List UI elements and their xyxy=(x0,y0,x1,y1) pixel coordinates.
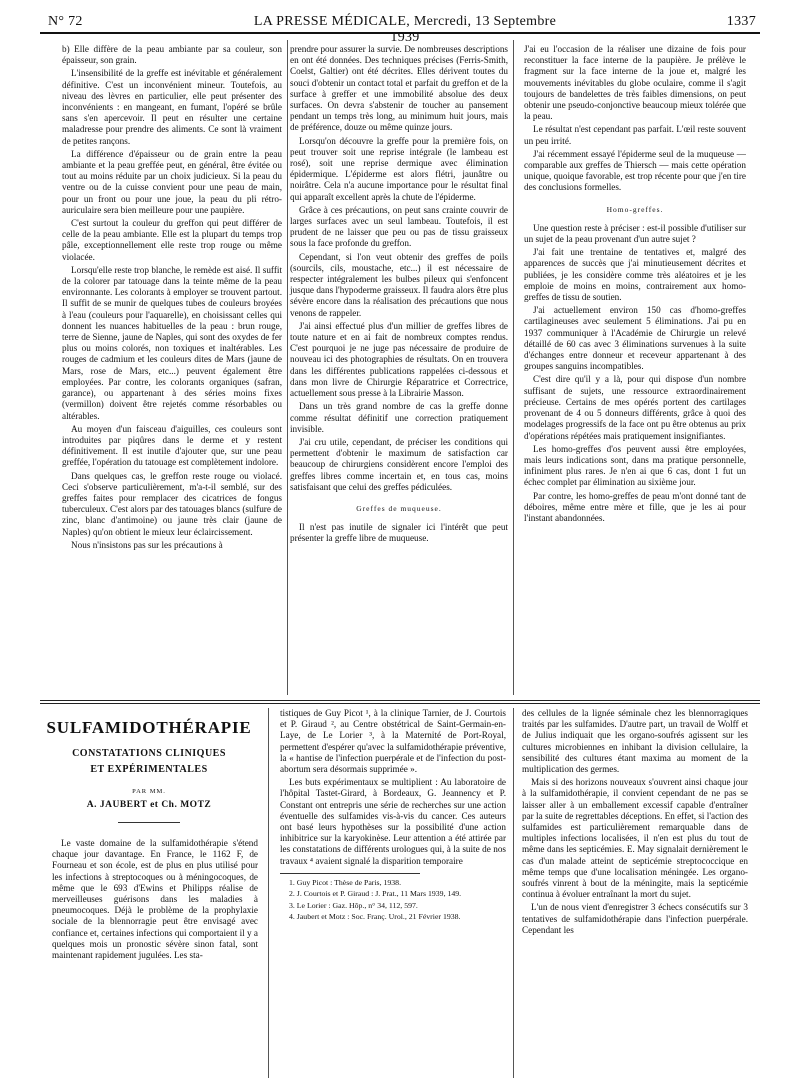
article-column-1 xyxy=(52,838,258,963)
paragraph: J'ai actuellement environ 150 cas d'homo-greffes cartilagineuses avec seulement 5 éliminations. J'ai pu en 1937 communiquer à l'Académie de Chirurgie un relevé détaillé de 60 cas avec 3 éliminations survenues à la suite d'échanges entre donneur et receveur appartenant à des groupes sanguins incompatibles. xyxy=(524,305,746,372)
top-column-2 xyxy=(290,44,508,547)
paragraph: Le vaste domaine de la sulfamidothérapie s'étend chaque jour davantage. En France, le 1162 F, de Fourneau et son école, est de plus en plus utilisé pour les infections à streptocoques ou à méningocoques, de même que le 693 d'Ewins et Philipps réalise de merveilleuses guérisons dans les maladies à pneumocoques. Déjà le problème de la prophylaxie sociale de la blennorragie peut être envisagé avec confiance et, certaines infections qui comportaient il y a quelques mois un pronostic sévère sinon fatal, sont maintenant rapidement jugulées. Les sta- xyxy=(52,838,258,961)
paragraph: Une question reste à préciser : est-il possible d'utiliser sur un sujet de la peau provenant d'un autre sujet ? xyxy=(524,222,746,245)
paragraph: C'est dire qu'il y a là, pour qui dispose d'un nombre suffisant de sujets, une ressource extraordinairement précieuse. Certains de mes opérés portent des cartilages provenant de 4 ou 5 donneurs différents, grâce à quoi des modelages progressifs de la face ont pu être obtenus au prix d'opérations répétées mais pratiquement insignifiantes. xyxy=(524,374,746,441)
column-divider xyxy=(287,40,288,695)
paragraph: J'ai fait une trentaine de tentatives et, malgré des apparences de succès que j'ai minutieusement décrites et publiées, je les considère comme très aléatoires et je les emploie de moins en moins, contrairement aux homo-greffes de tissu de soutien. xyxy=(524,247,746,303)
article-subtitle: CONSTATATIONS CLINIQUES xyxy=(72,748,226,759)
byline-prefix: PAR MM. xyxy=(132,788,166,795)
paragraph: tistiques de Guy Picot ¹, à la clinique Tarnier, de J. Courtois et P. Giraud ², au Centre obstétrical de Saint-Germain-en-Laye, de Le Lorier ³, à la Maternité de Port-Royal, permettent d'espérer qu'avec la sulfamidothérapie préventive, la « hantise de l'infection puerpérale et de l'infection du post-abortum sera désormais supprimée ». xyxy=(280,708,506,775)
paragraph: Cependant, si l'on veut obtenir des greffes de poils (sourcils, cils, moustache, etc...) il est nécessaire de respecter intégralement les bulbes pileux qui s'enfoncent jusque dans l'hypoderme graisseux. Il faudra alors être plus sévère encore dans la réalisation des précautions que nous venons de rappeler. xyxy=(290,251,508,318)
paragraph: J'ai cru utile, cependant, de préciser les conditions qui permettent d'obtenir le maximum de satisfaction car beaucoup de chirurgiens considèrent encore l'emploi des greffes libres comme incertain et, en tous cas, moins satisfaisant que celui des greffes pédiculées. xyxy=(290,436,508,492)
paragraph: Les buts expérimentaux se multiplient : Au laboratoire de l'hôpital Tastet-Girard, à Bordeaux, G. Jeannency et P. Constant ont entrepris une série de recherches sur une action éventuelle des sulfamides vis-à-vis du cancer. Ces auteurs ont basé leurs hypothèses sur la possibilité d'une action inhibitrice sur la karyokinèse. Leur attention a été attirée par les constatations de différents urologues qui, à la suite de nos travaux ⁴ avaient signalé la disparition temporaire xyxy=(280,777,506,866)
footnote: 3. Le Lorier : Gaz. Hôp., n° 34, 112, 597. xyxy=(289,900,418,910)
article-column-2 xyxy=(280,708,506,924)
article-subtitle: ET EXPÉRIMENTALES xyxy=(90,764,208,775)
top-column-3 xyxy=(524,44,746,526)
footnote: 1. Guy Picot : Thèse de Paris, 1938. xyxy=(289,877,402,887)
paragraph: J'ai récemment essayé l'épiderme seul de la muqueuse — comparable aux greffes de Thiersch — mais cette opération unique, quoique favorable, est trop récente pour que j'en tire des conclusions formelles. xyxy=(524,148,746,193)
paragraph: J'ai ainsi effectué plus d'un millier de greffes libres de toute nature et en ai fait de nombreux comptes rendus. C'est pourquoi je ne juge pas nécessaire de produire de nouveau ici des photographies de résultats. On en trouvera dans les différentes publications rappelées ci-dessous et dans mon livre de Chirurgie Réparatrice et Correctrice, actuellement sous presse à la Librairie Masson. xyxy=(290,320,508,399)
page-number: 1337 xyxy=(726,14,756,29)
paragraph: Il n'est pas inutile de signaler ici l'intérêt que peut présenter la greffe libre de muqueuse. xyxy=(290,522,508,544)
paragraph: Grâce à ces précautions, on peut sans crainte couvrir de larges surfaces avec un seul lambeau. Toutefois, il est prudent de ne laisser que peu ou pas de tissu graisseux sous la face profonde du greffon. xyxy=(290,204,508,249)
page-header xyxy=(40,6,760,45)
footnote: 2. J. Courtois et P. Giraud : J. Prat., 11 Mars 1939, 149. xyxy=(289,889,462,899)
column-divider xyxy=(513,708,514,1078)
section-heading: Homo-greffes. xyxy=(606,204,664,214)
article-title: SULFAMIDOTHÉRAPIE xyxy=(46,718,252,737)
paragraph: Les homo-greffes d'os peuvent aussi être employées, mais leurs indications sont, dans ma pratique personnelle, infiniment plus rares. Je n'en ai que 6 cas, dont 1 fut un échec complet par élimination au sixième jour. xyxy=(524,443,746,488)
column-divider xyxy=(268,708,269,1078)
paragraph: J'ai eu l'occasion de la réaliser une dizaine de fois pour reconstituer la face interne de la paupière. Je prélève le fragment sur la face interne de la joue et, malgré les mouvements inévitables du globe oculaire, comme il s'agit toujours de bandelettes de très faibles dimensions, on peut obtenir une pseudo-conjonctive beaucoup mieux tolérée que la peau. xyxy=(524,44,746,122)
article-authors: A. JAUBERT et Ch. MOTZ xyxy=(86,800,212,810)
section-separator xyxy=(40,700,760,704)
paragraph: Lorsqu'elle reste trop blanche, le remède est aisé. Il suffit de la colorer par tatouage dans la teinte même de la peau environnante. Les colorants à employer se trouvent partout. Il suffit de se munir de quelques tubes de couleurs broyées à l'eau (couleurs pour l'aquarelle), en choisissant celles qui donnent les nuances habituelles de la peau : brun rouge, terre de Sienne, jaune de Naples, qui sont des oxydes de fer plus ou moins colorés, non toxiques et inaltérables. Les rouges de cadmium et les couleurs dites de Mars (jaune de Mars, rose de Mars, etc...) peuvent également être employées. Par contre, les colorants organiques (safran, garance), ou appartenant à des séries moins fixes (vermillon) doivent être rejetés comme résorbables ou altérables. xyxy=(62,264,282,421)
paragraph: Par contre, les homo-greffes de peau m'ont donné tant de déboires, même entre mère et fille, que je les ai pour l'instant abandonnées. xyxy=(524,490,746,523)
paragraph: b) Elle diffère de la peau ambiante par sa couleur, son épaisseur, son grain. xyxy=(62,44,282,66)
paragraph: L'un de nous vient d'enregistrer 3 échecs consécutifs sur 3 tentatives de sulfamidothérapie dans l'infection puerpérale. Cependant les xyxy=(522,902,748,935)
journal-title: LA PRESSE MÉDICALE, Mercredi, 13 Septembre 1939 xyxy=(253,14,557,45)
footnote-rule xyxy=(280,873,420,874)
paragraph: Lorsqu'on découvre la greffe pour la première fois, on peut trouver soit une reprise intégrale (le lambeau est rosé), soit une reprise dermique avec élimination épidermique. L'épiderme est alors flétri, jaunâtre ou noirâtre. Cela n'a aucune importance pour le résultat final qui apparaît excellent après la chute de l'épiderme. xyxy=(290,135,508,202)
article-column-3 xyxy=(522,708,748,938)
paragraph: L'insensibilité de la greffe est inévitable et généralement définitive. C'est un inconvénient mineur. Toutefois, au niveau des lèvres en particulier, elle peut présenter des inconvénients : en mangeant, en fumant, l'opéré se brûle sans s'en apercevoir. Il peut en résulter une certaine maladresse pour prendre des aliments. Ce sont là vraiment de petites rançons. xyxy=(62,68,282,146)
section-heading: Greffes de muqueuse. xyxy=(356,503,442,513)
issue-number: N° 72 xyxy=(48,14,83,29)
paragraph: Le résultat n'est cependant pas parfait. L'œil reste souvent un peu irrité. xyxy=(524,124,746,146)
paragraph: Mais si des horizons nouveaux s'ouvrent ainsi chaque jour à la sulfamidothérapie, il convient cependant de ne pas se laisser aller à un emballement excessif capable d'entraîner par la suite de regrettables déceptions. En effet, si l'action des sulfamides est particulièrement remarquable dans de multiples infections localisées, il n'en est plus du tout de même dans les septicémies. E. May signalait dernièrement le cas d'un malade atteint de septicémie streptococcique en même temps que d'une localisation méningée. Les organo-soufrés vinrent à bout de la méningite, mais la septicémie continua à évoluer entraînant la mort du sujet. xyxy=(522,777,748,900)
top-column-1 xyxy=(62,44,282,553)
footnote: 4. Jaubert et Motz : Soc. Franç. Urol., 21 Février 1938. xyxy=(289,912,461,922)
paragraph: des cellules de la lignée séminale chez les blennorragiques traités par les sulfamides. D'autre part, un travail de Wolff et de Julius indiquait que les organo-soufrés agissent sur les cultures microbiennes en inhibant la division cellulaire, la sensibilité des cultures étant maxima au moment de la multiplication des germes. xyxy=(522,708,748,775)
paragraph: C'est surtout la couleur du greffon qui peut différer de celle de la peau ambiante. Elle est la plupart du temps trop pâle, exceptionnellement elle reste trop rouge ou même violacée. xyxy=(62,218,282,262)
column-divider xyxy=(513,40,514,695)
paragraph: Dans un très grand nombre de cas la greffe donne comme résultat définitif une correction pratiquement invisible. xyxy=(290,401,508,434)
paragraph: Au moyen d'un faisceau d'aiguilles, ces couleurs sont introduites par piqûres dans le derme et y restent définitivement. Il est inutile d'ajouter que, sur une peau greffée, l'opération du tatouage est complètement indolore. xyxy=(62,423,282,468)
paragraph: Dans quelques cas, le greffon reste rouge ou violacé. Ceci s'observe particulièrement, m'a-t-il semblé, sur des greffes faites pour remplacer des cicatrices de fongus tuberculeux. C'est alors par des tatouages blancs (sulfure de zinc, blanc d'antimoine) ou jaune très clair (jaune de Naples) qu'on obtient le mieux leur éclaircissement. xyxy=(62,470,282,537)
paragraph: Nous n'insistons pas sur les précautions à xyxy=(71,539,223,550)
paragraph: prendre pour assurer la survie. De nombreuses descriptions en ont été données. Des techniques précises (Ferris-Smith, Coelst, Galtier) ont été décrites. Elles dérivent toutes du souci d'obtenir un contact total et parfait du greffon et de la surface à greffer et une immobilité absolue des deux surfaces. On devra s'abstenir de toucher au pansement pendant un temps très long, au minimum huit jours, mais de préférence, douze ou même quinze jours. xyxy=(290,44,508,133)
paragraph: La différence d'épaisseur ou de grain entre la peau ambiante et la peau greffée peut, en général, être évitée ou tout au moins réduite par un choix judicieux. Si la peau du ventre ou de la cuisse convient pour une peau de main, pour un front ou pour une joue, la peau du pli rétro-auriculaire sera bien meilleure pour une paupière. xyxy=(62,148,282,215)
title-rule xyxy=(118,822,180,823)
